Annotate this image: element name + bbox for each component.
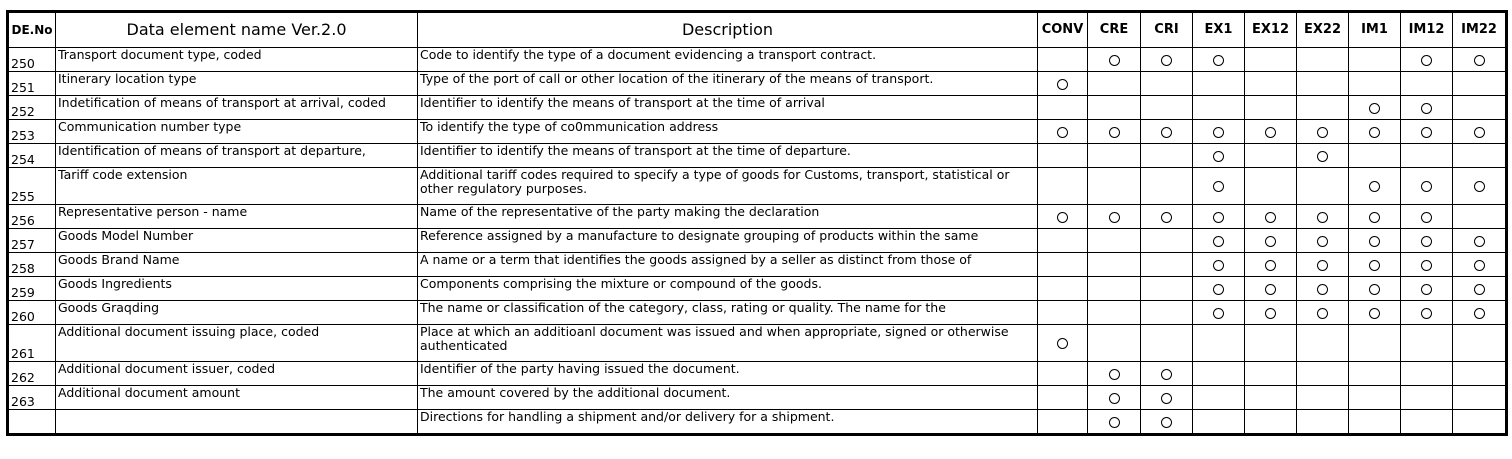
applicable-circle-icon <box>1161 212 1172 223</box>
description-cell: Identifier of the party having issued the document. <box>418 362 1038 386</box>
mark-cell-ex22 <box>1297 410 1349 435</box>
mark-cell-im12 <box>1401 144 1453 168</box>
mark-cell-cri <box>1141 96 1193 120</box>
de-number-cell <box>8 410 56 435</box>
mark-cell-im12 <box>1401 410 1453 435</box>
element-name-cell: Additional document issuing place, coded <box>56 325 418 362</box>
mark-cell-im12 <box>1401 48 1453 72</box>
applicable-circle-icon <box>1213 284 1224 295</box>
description-cell: The amount covered by the additional document. <box>418 386 1038 410</box>
applicable-circle-icon <box>1421 55 1432 66</box>
element-name-cell: Goods Graqding <box>56 301 418 325</box>
mark-cell-ex1 <box>1193 410 1245 435</box>
mark-cell-cri <box>1141 120 1193 144</box>
mark-cell-conv <box>1038 253 1088 277</box>
applicable-circle-icon <box>1057 212 1068 223</box>
mark-cell-im22 <box>1453 410 1507 435</box>
mark-cell-cre <box>1088 277 1141 301</box>
mark-cell-ex12 <box>1245 48 1297 72</box>
applicable-circle-icon <box>1369 284 1380 295</box>
applicable-circle-icon <box>1421 260 1432 271</box>
applicable-circle-icon <box>1161 369 1172 380</box>
applicable-circle-icon <box>1265 236 1276 247</box>
applicable-circle-icon <box>1213 308 1224 319</box>
mark-cell-ex12 <box>1245 144 1297 168</box>
header-im12: IM12 <box>1401 12 1453 48</box>
applicable-circle-icon <box>1474 181 1485 192</box>
mark-cell-ex12 <box>1245 362 1297 386</box>
applicable-circle-icon <box>1213 260 1224 271</box>
mark-cell-im1 <box>1349 96 1401 120</box>
table-row <box>8 301 1507 325</box>
mark-cell-cri <box>1141 277 1193 301</box>
mark-cell-im1 <box>1349 205 1401 229</box>
de-number-cell: 253 <box>8 120 56 144</box>
de-number-cell: 257 <box>8 229 56 253</box>
applicable-circle-icon <box>1421 308 1432 319</box>
applicable-circle-icon <box>1213 181 1224 192</box>
applicable-circle-icon <box>1369 212 1380 223</box>
applicable-circle-icon <box>1265 127 1276 138</box>
mark-cell-im1 <box>1349 325 1401 362</box>
table-row <box>8 229 1507 253</box>
mark-cell-cre <box>1088 144 1141 168</box>
mark-cell-cre <box>1088 386 1141 410</box>
mark-cell-ex1 <box>1193 277 1245 301</box>
description-cell: To identify the type of co0mmunication address <box>418 120 1038 144</box>
mark-cell-ex12 <box>1245 410 1297 435</box>
mark-cell-im1 <box>1349 386 1401 410</box>
mark-cell-im1 <box>1349 120 1401 144</box>
de-number-cell: 250 <box>8 48 56 72</box>
description-cell: Directions for handling a shipment and/or delivery for a shipment. <box>418 410 1038 435</box>
mark-cell-ex12 <box>1245 168 1297 205</box>
de-number-cell: 251 <box>8 72 56 96</box>
mark-cell-conv <box>1038 72 1088 96</box>
header-ex1: EX1 <box>1193 12 1245 48</box>
applicable-circle-icon <box>1474 308 1485 319</box>
mark-cell-cre <box>1088 48 1141 72</box>
mark-cell-cri <box>1141 301 1193 325</box>
mark-cell-ex22 <box>1297 144 1349 168</box>
table-row <box>8 253 1507 277</box>
header-conv: CONV <box>1038 12 1088 48</box>
description-cell: Name of the representative of the party making the declaration <box>418 205 1038 229</box>
mark-cell-ex22 <box>1297 72 1349 96</box>
mark-cell-ex12 <box>1245 229 1297 253</box>
applicable-circle-icon <box>1265 308 1276 319</box>
element-name-cell: Goods Model Number <box>56 229 418 253</box>
mark-cell-conv <box>1038 144 1088 168</box>
mark-cell-conv <box>1038 277 1088 301</box>
mark-cell-ex1 <box>1193 96 1245 120</box>
table-row <box>8 96 1507 120</box>
mark-cell-ex1 <box>1193 120 1245 144</box>
mark-cell-im22 <box>1453 205 1507 229</box>
header-cre: CRE <box>1088 12 1141 48</box>
description-cell: Components comprising the mixture or compound of the goods. <box>418 277 1038 301</box>
mark-cell-im1 <box>1349 362 1401 386</box>
table-row <box>8 410 1507 435</box>
header-de-no: DE.No <box>8 12 56 48</box>
mark-cell-im1 <box>1349 253 1401 277</box>
applicable-circle-icon <box>1421 181 1432 192</box>
table-row <box>8 205 1507 229</box>
mark-cell-ex22 <box>1297 96 1349 120</box>
mark-cell-conv <box>1038 362 1088 386</box>
mark-cell-im22 <box>1453 48 1507 72</box>
mark-cell-im12 <box>1401 168 1453 205</box>
mark-cell-cre <box>1088 410 1141 435</box>
de-number-cell: 263 <box>8 386 56 410</box>
applicable-circle-icon <box>1369 127 1380 138</box>
mark-cell-ex22 <box>1297 229 1349 253</box>
mark-cell-im22 <box>1453 253 1507 277</box>
applicable-circle-icon <box>1421 236 1432 247</box>
mark-cell-ex22 <box>1297 362 1349 386</box>
header-ex12: EX12 <box>1245 12 1297 48</box>
applicable-circle-icon <box>1213 55 1224 66</box>
mark-cell-ex22 <box>1297 168 1349 205</box>
mark-cell-im22 <box>1453 277 1507 301</box>
applicable-circle-icon <box>1109 417 1120 428</box>
mark-cell-cri <box>1141 362 1193 386</box>
mark-cell-ex1 <box>1193 48 1245 72</box>
mark-cell-im22 <box>1453 362 1507 386</box>
mark-cell-cri <box>1141 410 1193 435</box>
mark-cell-ex22 <box>1297 205 1349 229</box>
applicable-circle-icon <box>1474 260 1485 271</box>
description-cell: Additional tariff codes required to specify a type of goods for Customs, transport, statistical or other regulatory purposes. <box>418 168 1038 205</box>
mark-cell-cre <box>1088 72 1141 96</box>
applicable-circle-icon <box>1265 284 1276 295</box>
applicable-circle-icon <box>1369 308 1380 319</box>
applicable-circle-icon <box>1369 260 1380 271</box>
mark-cell-cri <box>1141 72 1193 96</box>
mark-cell-cre <box>1088 362 1141 386</box>
header-description: Description <box>418 12 1038 48</box>
de-number-cell: 254 <box>8 144 56 168</box>
applicable-circle-icon <box>1213 127 1224 138</box>
element-name-cell <box>56 410 418 435</box>
mark-cell-conv <box>1038 325 1088 362</box>
mark-cell-ex1 <box>1193 144 1245 168</box>
mark-cell-conv <box>1038 301 1088 325</box>
mark-cell-conv <box>1038 229 1088 253</box>
mark-cell-im1 <box>1349 410 1401 435</box>
mark-cell-im22 <box>1453 72 1507 96</box>
applicable-circle-icon <box>1317 151 1328 162</box>
applicable-circle-icon <box>1057 127 1068 138</box>
mark-cell-cre <box>1088 205 1141 229</box>
header-im22: IM22 <box>1453 12 1507 48</box>
applicable-circle-icon <box>1213 151 1224 162</box>
mark-cell-cre <box>1088 253 1141 277</box>
mark-cell-im1 <box>1349 301 1401 325</box>
applicable-circle-icon <box>1421 127 1432 138</box>
element-name-cell: Communication number type <box>56 120 418 144</box>
de-number-cell: 258 <box>8 253 56 277</box>
mark-cell-ex1 <box>1193 362 1245 386</box>
mark-cell-ex1 <box>1193 253 1245 277</box>
applicable-circle-icon <box>1317 284 1328 295</box>
applicable-circle-icon <box>1421 103 1432 114</box>
applicable-circle-icon <box>1161 127 1172 138</box>
element-name-cell: Identification of means of transport at departure, <box>56 144 418 168</box>
mark-cell-im12 <box>1401 277 1453 301</box>
applicable-circle-icon <box>1109 55 1120 66</box>
de-number-cell: 260 <box>8 301 56 325</box>
mark-cell-im22 <box>1453 96 1507 120</box>
mark-cell-im22 <box>1453 144 1507 168</box>
mark-cell-im22 <box>1453 229 1507 253</box>
applicable-circle-icon <box>1369 236 1380 247</box>
element-name-cell: Additional document issuer, coded <box>56 362 418 386</box>
mark-cell-conv <box>1038 410 1088 435</box>
mark-cell-cre <box>1088 301 1141 325</box>
de-number-cell: 256 <box>8 205 56 229</box>
header-data-element-name: Data element name Ver.2.0 <box>56 12 418 48</box>
element-name-cell: Itinerary location type <box>56 72 418 96</box>
data-element-table <box>6 10 1508 436</box>
mark-cell-im22 <box>1453 120 1507 144</box>
table-row <box>8 362 1507 386</box>
mark-cell-conv <box>1038 205 1088 229</box>
mark-cell-ex1 <box>1193 168 1245 205</box>
mark-cell-im12 <box>1401 253 1453 277</box>
mark-cell-ex1 <box>1193 229 1245 253</box>
mark-cell-im22 <box>1453 301 1507 325</box>
description-cell: The name or classification of the category, class, rating or quality. The name for the <box>418 301 1038 325</box>
mark-cell-im1 <box>1349 168 1401 205</box>
mark-cell-ex12 <box>1245 96 1297 120</box>
mark-cell-im12 <box>1401 205 1453 229</box>
header-ex22: EX22 <box>1297 12 1349 48</box>
description-cell: Code to identify the type of a document evidencing a transport contract. <box>418 48 1038 72</box>
mark-cell-cre <box>1088 96 1141 120</box>
mark-cell-ex1 <box>1193 386 1245 410</box>
de-number-cell: 259 <box>8 277 56 301</box>
mark-cell-im1 <box>1349 72 1401 96</box>
applicable-circle-icon <box>1057 338 1068 349</box>
mark-cell-cre <box>1088 325 1141 362</box>
mark-cell-cri <box>1141 48 1193 72</box>
table-row <box>8 168 1507 205</box>
mark-cell-im12 <box>1401 301 1453 325</box>
applicable-circle-icon <box>1109 212 1120 223</box>
element-name-cell: Goods Ingredients <box>56 277 418 301</box>
mark-cell-ex1 <box>1193 301 1245 325</box>
mark-cell-cri <box>1141 144 1193 168</box>
mark-cell-cre <box>1088 229 1141 253</box>
applicable-circle-icon <box>1369 103 1380 114</box>
applicable-circle-icon <box>1317 127 1328 138</box>
mark-cell-im12 <box>1401 72 1453 96</box>
de-number-cell: 262 <box>8 362 56 386</box>
applicable-circle-icon <box>1474 127 1485 138</box>
applicable-circle-icon <box>1213 236 1224 247</box>
mark-cell-ex1 <box>1193 72 1245 96</box>
mark-cell-ex12 <box>1245 72 1297 96</box>
table-row <box>8 72 1507 96</box>
table-row <box>8 144 1507 168</box>
mark-cell-im22 <box>1453 325 1507 362</box>
header-cri: CRI <box>1141 12 1193 48</box>
mark-cell-conv <box>1038 386 1088 410</box>
applicable-circle-icon <box>1369 181 1380 192</box>
mark-cell-cri <box>1141 229 1193 253</box>
mark-cell-im22 <box>1453 386 1507 410</box>
mark-cell-ex12 <box>1245 120 1297 144</box>
mark-cell-ex1 <box>1193 325 1245 362</box>
element-name-cell: Goods Brand Name <box>56 253 418 277</box>
mark-cell-im12 <box>1401 120 1453 144</box>
table-row <box>8 277 1507 301</box>
mark-cell-conv <box>1038 120 1088 144</box>
header-im1: IM1 <box>1349 12 1401 48</box>
applicable-circle-icon <box>1317 236 1328 247</box>
applicable-circle-icon <box>1317 308 1328 319</box>
description-cell: Type of the port of call or other location of the itinerary of the means of transport. <box>418 72 1038 96</box>
applicable-circle-icon <box>1161 55 1172 66</box>
mark-cell-ex22 <box>1297 48 1349 72</box>
table-row <box>8 325 1507 362</box>
applicable-circle-icon <box>1421 284 1432 295</box>
element-name-cell: Transport document type, coded <box>56 48 418 72</box>
mark-cell-im1 <box>1349 229 1401 253</box>
applicable-circle-icon <box>1474 284 1485 295</box>
applicable-circle-icon <box>1161 393 1172 404</box>
mark-cell-cri <box>1141 253 1193 277</box>
description-cell: Identifier to identify the means of transport at the time of arrival <box>418 96 1038 120</box>
mark-cell-ex12 <box>1245 301 1297 325</box>
mark-cell-conv <box>1038 168 1088 205</box>
element-name-cell: Indetification of means of transport at arrival, coded <box>56 96 418 120</box>
mark-cell-cri <box>1141 168 1193 205</box>
mark-cell-ex12 <box>1245 253 1297 277</box>
mark-cell-ex12 <box>1245 325 1297 362</box>
mark-cell-ex22 <box>1297 301 1349 325</box>
applicable-circle-icon <box>1317 260 1328 271</box>
applicable-circle-icon <box>1474 236 1485 247</box>
mark-cell-im12 <box>1401 96 1453 120</box>
mark-cell-im12 <box>1401 362 1453 386</box>
table-body <box>8 48 1507 435</box>
applicable-circle-icon <box>1161 417 1172 428</box>
element-name-cell: Tariff code extension <box>56 168 418 205</box>
mark-cell-cri <box>1141 205 1193 229</box>
mark-cell-im1 <box>1349 277 1401 301</box>
mark-cell-cre <box>1088 120 1141 144</box>
applicable-circle-icon <box>1421 212 1432 223</box>
element-name-cell: Representative person - name <box>56 205 418 229</box>
mark-cell-ex12 <box>1245 386 1297 410</box>
mark-cell-im1 <box>1349 144 1401 168</box>
applicable-circle-icon <box>1474 55 1485 66</box>
de-number-cell: 261 <box>8 325 56 362</box>
mark-cell-ex1 <box>1193 205 1245 229</box>
description-cell: A name or a term that identifies the goods assigned by a seller as distinct from those of <box>418 253 1038 277</box>
applicable-circle-icon <box>1057 79 1068 90</box>
de-number-cell: 255 <box>8 168 56 205</box>
description-cell: Place at which an additioanl document was issued and when appropriate, signed or otherwise authenticated <box>418 325 1038 362</box>
mark-cell-im12 <box>1401 229 1453 253</box>
mark-cell-im1 <box>1349 48 1401 72</box>
mark-cell-ex12 <box>1245 277 1297 301</box>
applicable-circle-icon <box>1109 393 1120 404</box>
mark-cell-conv <box>1038 96 1088 120</box>
mark-cell-cri <box>1141 386 1193 410</box>
table-row <box>8 386 1507 410</box>
de-number-cell: 252 <box>8 96 56 120</box>
table-row <box>8 48 1507 72</box>
table-row <box>8 120 1507 144</box>
mark-cell-conv <box>1038 48 1088 72</box>
element-name-cell: Additional document amount <box>56 386 418 410</box>
mark-cell-im22 <box>1453 168 1507 205</box>
mark-cell-cre <box>1088 168 1141 205</box>
header-row <box>8 12 1507 48</box>
mark-cell-cri <box>1141 325 1193 362</box>
description-cell: Reference assigned by a manufacture to designate grouping of products within the same <box>418 229 1038 253</box>
mark-cell-ex22 <box>1297 386 1349 410</box>
applicable-circle-icon <box>1317 212 1328 223</box>
mark-cell-ex22 <box>1297 120 1349 144</box>
description-cell: Identifier to identify the means of transport at the time of departure. <box>418 144 1038 168</box>
applicable-circle-icon <box>1109 127 1120 138</box>
mark-cell-ex22 <box>1297 253 1349 277</box>
applicable-circle-icon <box>1265 212 1276 223</box>
mark-cell-im12 <box>1401 325 1453 362</box>
mark-cell-im12 <box>1401 386 1453 410</box>
applicable-circle-icon <box>1109 369 1120 380</box>
mark-cell-ex12 <box>1245 205 1297 229</box>
applicable-circle-icon <box>1213 212 1224 223</box>
mark-cell-ex22 <box>1297 277 1349 301</box>
applicable-circle-icon <box>1265 260 1276 271</box>
mark-cell-ex22 <box>1297 325 1349 362</box>
